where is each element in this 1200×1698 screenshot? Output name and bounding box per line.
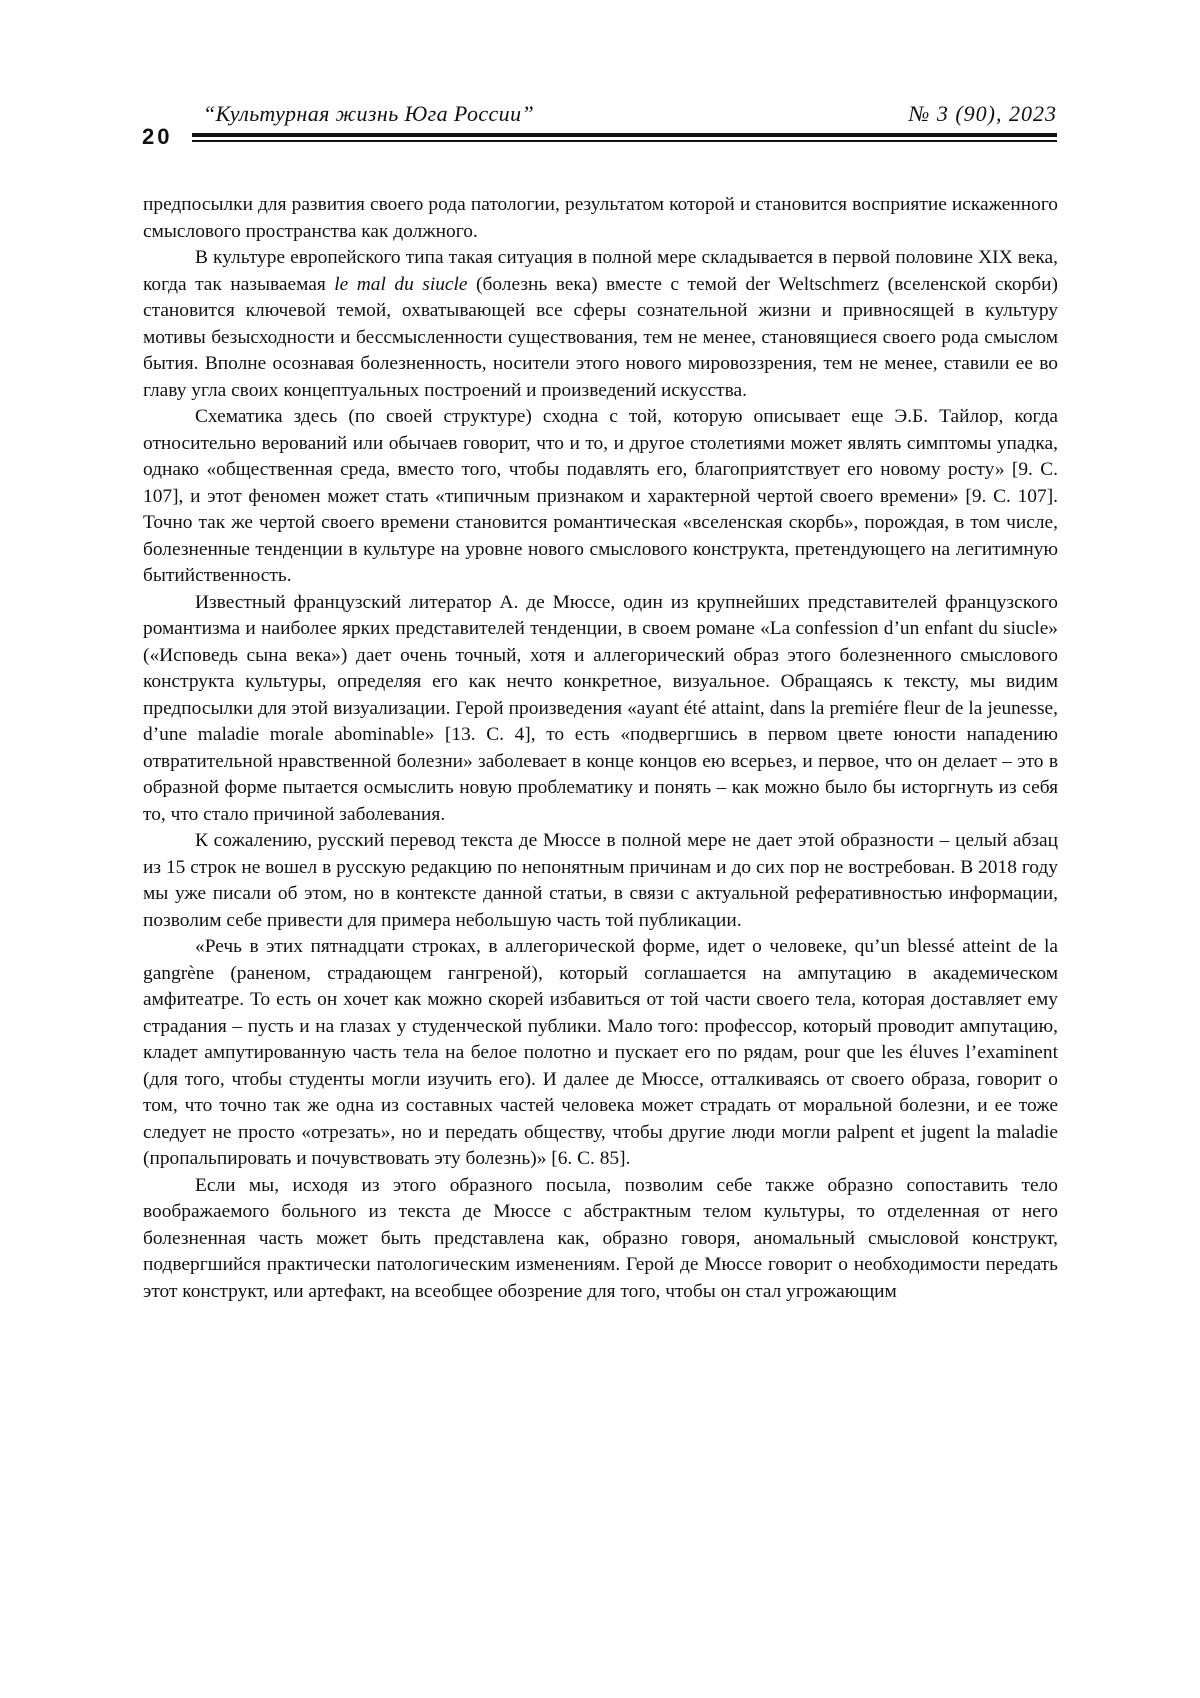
- journal-page: [0, 0, 1200, 1698]
- paragraph-3: Схематика здесь (по своей структуре) сходна с той, которую описывает еще Э.Б. Тайлор, когда относительно верований или обычаев говорит, что и то, и другое столетиями может являть симптомы упадка, однако «общественная среда, вместо того, чтобы подавлять его, благоприятствует его новому росту» [9. С. 107], и этот феномен может стать «типичным признаком и характерной чертой своего времени» [9. С. 107]. Точно так же чертой своего времени становится романтическая «вселенская скорбь», порождая, в том числе, болезненные тенденции в культуре на уровне нового смыслового конструкта, претендующего на легитимную бытийственность.: [143, 404, 1058, 590]
- header-rule-thick: [192, 133, 1057, 137]
- article-body: [143, 192, 1058, 1305]
- paragraph-6: «Речь в этих пятнадцати строках, в аллегорической форме, идет о человеке, qu’un blessé atteint de la gangrène (раненом, страдающем гангреной), который соглашается на ампутацию в академическом амфитеатре. То есть он хочет как можно скорей избавиться от той части своего тела, которая доставляет ему страдания – пусть и на глазах у студенческой публики. Мало того: профессор, который проводит ампутацию, кладет ампутированную часть тела на белое полотно и пускает его по рядам, pour que les éluves l’examinent (для того, чтобы студенты могли изучить его). И далее де Мюссе, отталкиваясь от своего образа, говорит о том, что точно так же одна из составных частей человека может страдать от моральной болезни, и ее тоже следует не просто «отрезать», но и передать обществу, чтобы другие люди могли palpent et jugent la maladie (пропальпировать и почувствовать эту болезнь)» [6. С. 85].: [143, 934, 1058, 1173]
- paragraph-2-text-a: В культуре европейского типа такая ситуация в полной мере складывается в первой половине XIX века, когда так называемая: [143, 247, 1058, 295]
- paragraph-1: предпосылки для развития своего рода патологии, результатом которой и становится восприятие искаженного смыслового пространства как должного.: [143, 192, 1058, 245]
- paragraph-4: Известный французский литератор А. де Мюссе, один из крупнейших представителей французского романтизма и наиболее ярких представителей тенденции, в своем романе «La confession d’un enfant du siucle» («Исповедь сына века») дает очень точный, хотя и аллегорический образ этого болезненного смыслового конструкта культуры, определяя его как нечто конкретное, визуальное. Обращаясь к тексту, мы видим предпосылки для этой визуализации. Герой произведения «ayant été attaint, dans la premiére fleur de la jeunesse, d’une maladie morale abominable» [13. С. 4], то есть «подвергшись в первом цвете юности нападению отвратительной нравственной болезни» заболевает в конце концов ею всерьез, и первое, что он делает – это в образной форме пытается осмыслить новую проблематику и понять – как можно было бы исторгнуть из себя то, что стало причиной заболевания.: [143, 590, 1058, 829]
- paragraph-2-text-b: (болезнь века) вместе с темой der Weltschmerz (вселенской скорби) становится ключевой темой, охватывающей все сферы сознательной жизни и привносящей в культуру мотивы безысходности и бессмысленности существования, тем не менее, становящиеся своего рода смыслом бытия. Вполне осознавая болезненность, носители этого нового мировоззрения, тем не менее, ставили ее во главу угла своих концептуальных построений и произведений искусства.: [143, 274, 1058, 401]
- paragraph-2-italic-term: le mal du siucle: [334, 274, 467, 295]
- page-number: 20: [142, 124, 172, 150]
- journal-title: “Культурная жизнь Юга России”: [203, 101, 534, 127]
- issue-info: № 3 (90), 2023: [909, 101, 1057, 127]
- paragraph-5: К сожалению, русский перевод текста де Мюссе в полной мере не дает этой образности – целый абзац из 15 строк не вошел в русскую редакцию по непонятным причинам и до сих пор не востребован. В 2018 году мы уже писали об этом, но в контексте данной статьи, в связи с актуальной реферативностью информации, позволим себе привести для примера небольшую часть той публикации.: [143, 828, 1058, 934]
- header-rule-thin: [192, 140, 1057, 142]
- paragraph-2: [143, 245, 1058, 404]
- paragraph-7: Если мы, исходя из этого образного посыла, позволим себе также образно сопоставить тело воображаемого больного из текста де Мюссе с абстрактным телом культуры, то отделенная от него болезненная часть может быть представлена как, образно говоря, аномальный смысловой конструкт, подвергшийся практически патологическим изменениям. Герой де Мюссе говорит о необходимости передать этот конструкт, или артефакт, на всеобщее обозрение для того, чтобы он стал угрожающим: [143, 1173, 1058, 1306]
